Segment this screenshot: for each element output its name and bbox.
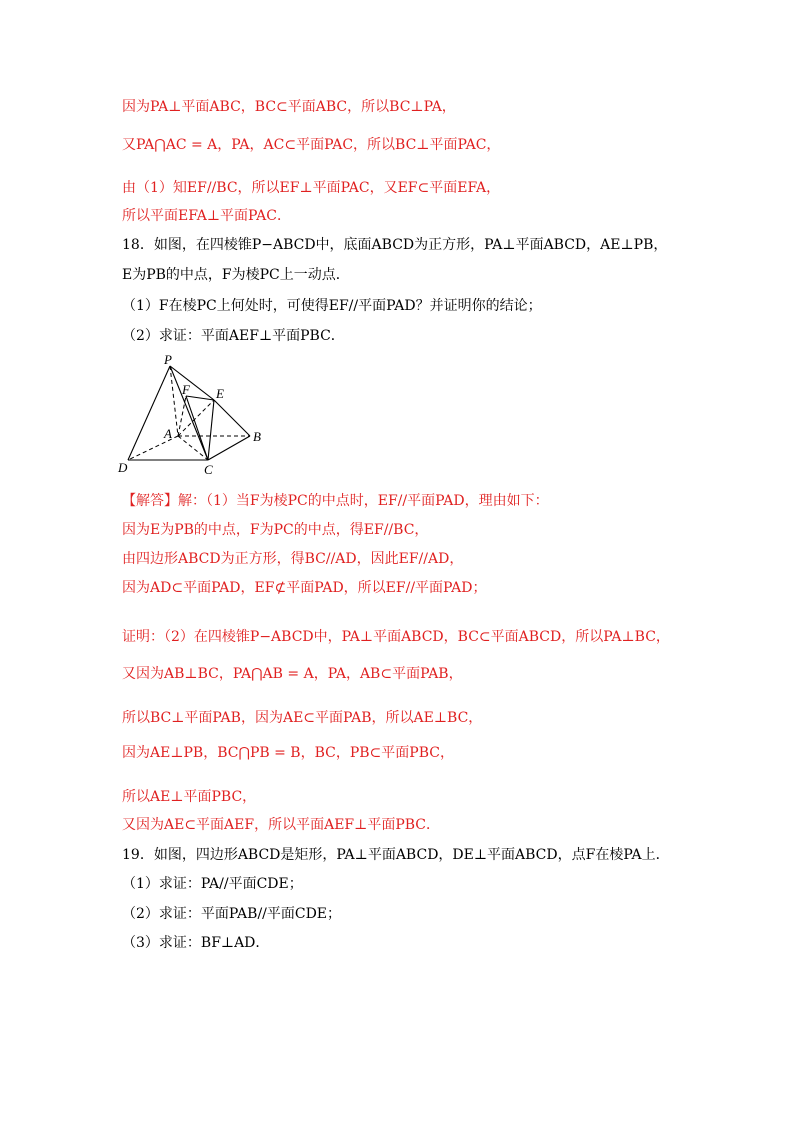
text-line-18: 又因为AE⊂平面AEF，所以平面AEF⊥平面PBC． — [122, 817, 440, 833]
question-18-stem: 18．如图，在四棱锥P−ABCD中，底面ABCD为正方形，PA⊥平面ABCD，AE⊥PB， — [122, 237, 668, 253]
text-line-3: 由（1）知EF//BC，所以EF⊥平面PAC，又EF⊂平面EFA， — [122, 180, 501, 196]
question-18-part-2: （2）求证：平面AEF⊥平面PBC． — [122, 328, 345, 344]
pyramid-figure — [110, 352, 280, 478]
vertex-label-b: B — [253, 429, 261, 444]
question-19-stem: 19．如图，四边形ABCD是矩形，PA⊥平面ABCD，DE⊥平面ABCD，点F在棱PA上． — [122, 847, 670, 863]
text-line-12: 因为AD⊂平面PAD，EF⊄平面PAD，所以EF//平面PAD； — [122, 580, 487, 596]
question-19-part-2: （2）求证：平面PAB//平面CDE； — [122, 906, 342, 922]
question-18-part-1: （1）F在棱PC上何处时，可使得EF//平面PAD？并证明你的结论； — [122, 298, 542, 314]
proof-heading: 证明：（2）在四棱锥P−ABCD中，PA⊥平面ABCD，BC⊂平面ABCD，所以PA⊥BC， — [122, 629, 670, 645]
text-line-14: 又因为AB⊥BC，PA⋂AB = A，PA，AB⊂平面PAB， — [122, 666, 463, 682]
question-18-stem-cont: E为PB的中点，F为棱PC上一动点． — [122, 267, 350, 283]
vertex-label-f: F — [182, 382, 190, 397]
vertex-label-d: D — [118, 460, 128, 475]
text-line-11: 由四边形ABCD为正方形，得BC//AD，因此EF//AD， — [122, 551, 464, 567]
question-19-part-1: （1）求证：PA//平面CDE； — [122, 876, 303, 892]
text-line-2: 又PA⋂AC = A，PA，AC⊂平面PAC，所以BC⊥平面PAC， — [122, 137, 501, 153]
text-line-10: 因为E为PB的中点，F为PC的中点，得EF//BC， — [122, 522, 429, 538]
text-line-4: 所以平面EFA⊥平面PAC． — [122, 208, 291, 224]
text-line-1: 因为PA⊥平面ABC，BC⊂平面ABC，所以BC⊥PA， — [122, 99, 456, 115]
vertex-label-a: A — [164, 426, 172, 441]
answer-heading: 【解答】解：（1）当F为棱PC的中点时，EF//平面PAD，理由如下： — [122, 493, 549, 509]
text-line-15: 所以BC⊥平面PAB，因为AE⊂平面PAB，所以AE⊥BC， — [122, 710, 483, 726]
vertex-label-c: C — [204, 462, 213, 477]
vertex-label-e: E — [216, 386, 224, 401]
question-19-part-3: （3）求证：BF⊥AD． — [122, 935, 270, 951]
text-line-17: 所以AE⊥平面PBC， — [122, 789, 257, 805]
vertex-label-p: P — [164, 352, 172, 367]
text-line-16: 因为AE⊥PB，BC⋂PB = B，BC，PB⊂平面PBC， — [122, 745, 454, 761]
